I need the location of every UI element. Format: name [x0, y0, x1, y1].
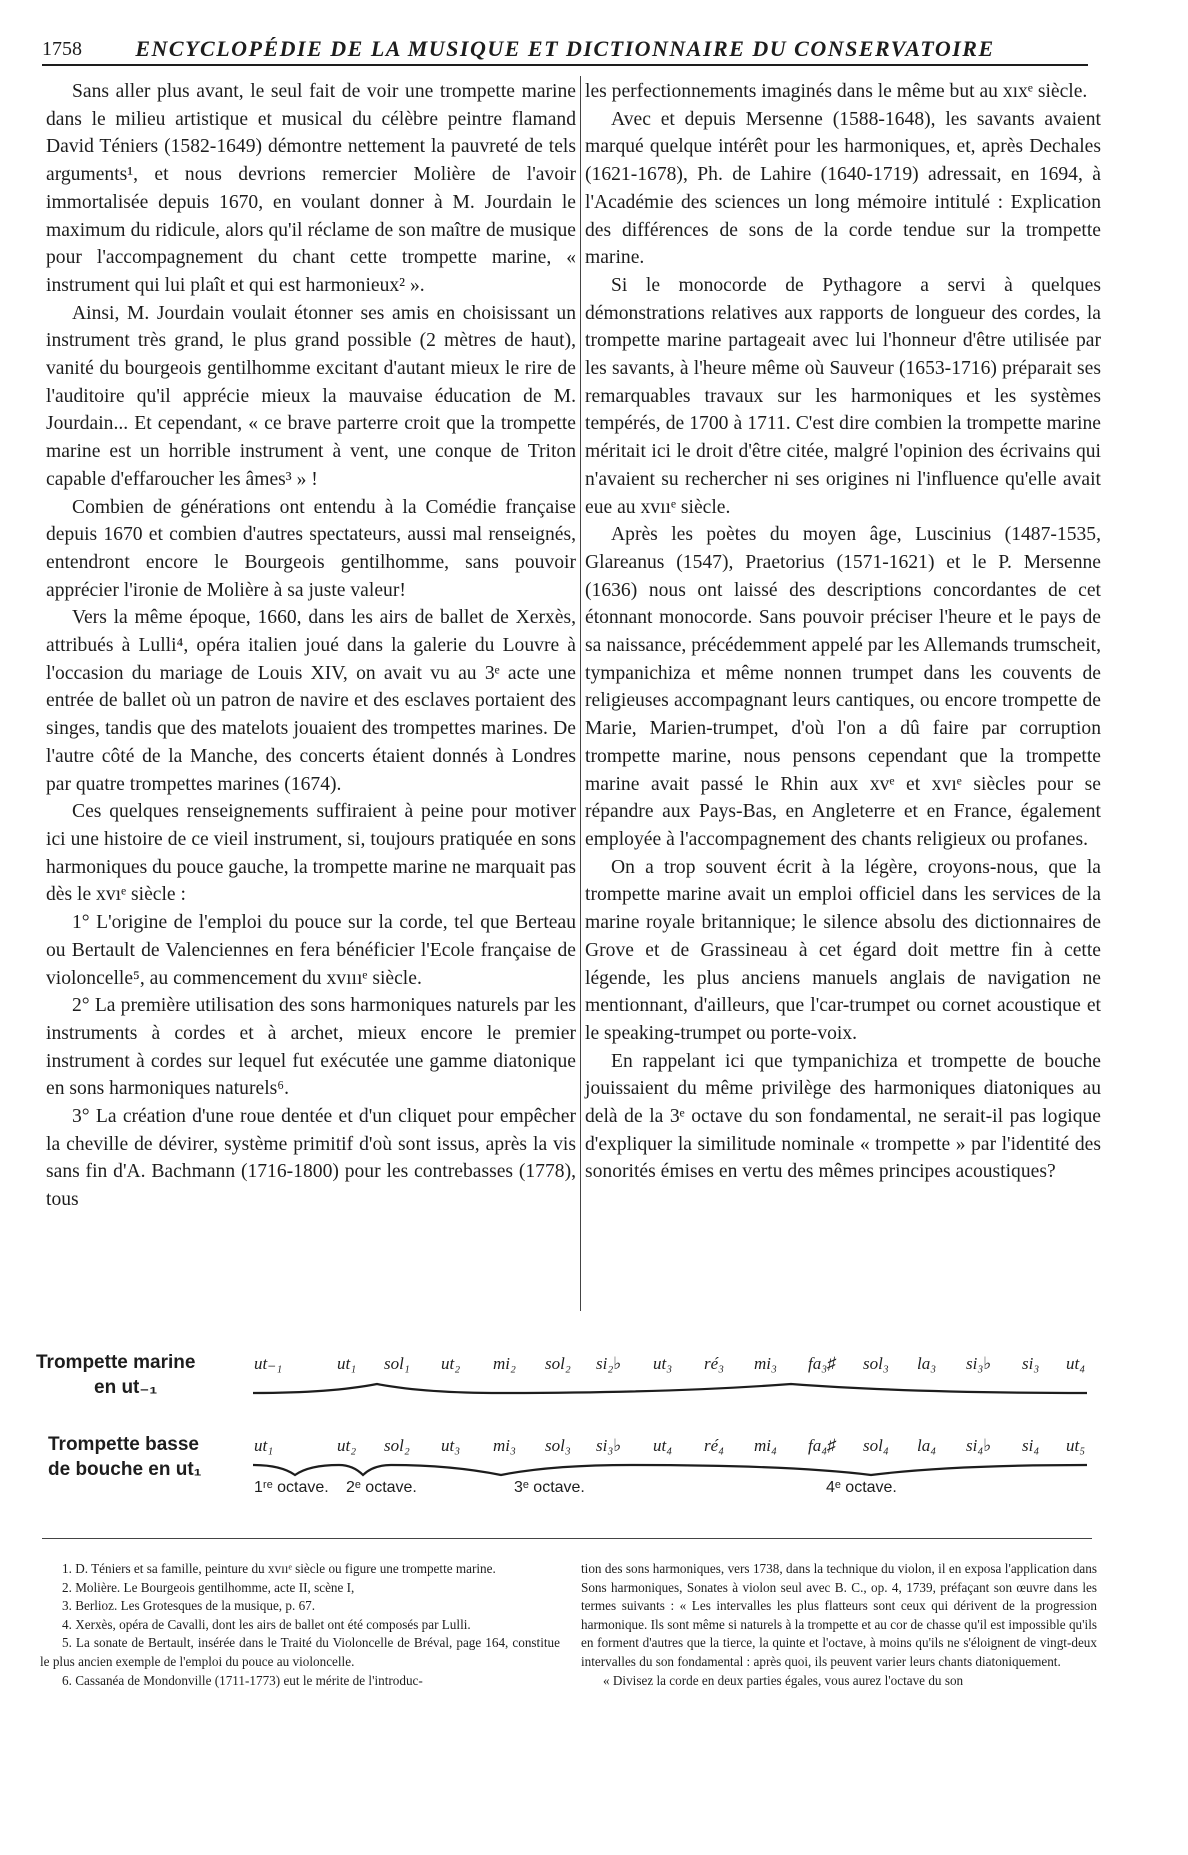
- note: ut₂: [441, 1354, 461, 1373]
- running-header: [42, 34, 1088, 66]
- paragraph: Après les poètes du moyen âge, Luscinius (1487-1535, Glareanus (1547), Praetorius (1571-1621) et le P. Mersenne (1636) nous ont laissé des descriptions concordantes de cet étonnant monocorde. Sans pouvoir préciser l'heure et le pays de sa naissance, précédemment appelé par les Allemands trumscheit, tympanichiza et même nonnen trumpet dans les couvents de religieuses accompagnant leurs cantiques, ou encore trompette de Marie, Marien-trumpet, d'où l'on a dû faire par corruption trompette marine, nous pensons cependant que la trompette marine avait passé le Rhin aux xvᵉ et xvıᵉ siècles pour se répandre aux Pays-Bas, en Angleterre et en France, également employée à l'accompagnement des chants religieux ou profanes.: [585, 524, 1101, 850]
- note: si₃♭: [966, 1354, 992, 1373]
- paragraph: Ces quelques renseignements suffiraient à peine pour motiver ici une histoire de ce vieil instrument, si, toujours pratiquée en sons harmoniques du pouce gauche, la trompette marine ne marquait pas dès le xvıᵉ siècle :: [46, 801, 576, 906]
- note: sol₂: [384, 1436, 410, 1455]
- paragraph: 2° La première utilisation des sons harmoniques naturels par les instruments à cordes et à archet, mieux encore le premier instrument à cordes sur lequel fut exécutée une gamme diatonique en sons harmoniques naturels⁶.: [46, 995, 576, 1100]
- octave-label: 3ᵉ octave.: [514, 1479, 585, 1496]
- footnote: « Divisez la corde en deux parties égales, vous aurez l'octave du son: [603, 1672, 964, 1688]
- note: ut₁: [337, 1354, 357, 1373]
- note: mi₂: [493, 1354, 516, 1373]
- row1-label-line2: en ut₋₁: [94, 1377, 158, 1398]
- note: ut₅: [1066, 1436, 1086, 1455]
- footnotes-left: [40, 1560, 560, 1690]
- row2-brace: [251, 1462, 1091, 1478]
- paragraph: 1° L'origine de l'emploi du pouce sur la corde, tel que Berteau ou Bertault de Valenciennes en fera bénéficier l'Ecole française de violoncelle⁵, au commencement du xvıııᵉ siècle.: [46, 912, 576, 989]
- paragraph: On a trop souvent écrit à la légère, croyons-nous, que la trompette marine avait un emploi officiel dans les services de la marine royale britannique; le silence absolu des dictionnaires de Grove et de Grassineau à cet égard doit mettre fin à cette légende, les plus anciens manuels anglais de navigation ne mentionnant, d'ailleurs, que l'car-trumpet ou cornet acoustique et le speaking-trumpet ou porte-voix.: [585, 856, 1101, 1044]
- note: ré₄: [704, 1436, 725, 1455]
- page-number: 1758: [42, 38, 82, 60]
- paragraph: Si le monocorde de Pythagore a servi à quelques démonstrations relatives aux rapports de longueur des cordes, la trompette marine partageait avec lui l'honneur d'être utilisée par les savants, à l'heure même où Sauveur (1653-1716) préparait ses remarquables travaux sur les harmoniques et les systèmes tempérés, de 1700 à 1711. C'est dire combien la trompette marine méritait ici le droit d'être citée, malgré l'opinion des écrivains qui n'avaient su rechercher ni ses origines ni l'influence qu'elle avait eue au xvııᵉ siècle.: [585, 274, 1101, 518]
- footnote: 3. Berlioz. Les Grotesques de la musique, p. 67.: [62, 1598, 316, 1614]
- row1-label-line1: Trompette marine: [36, 1352, 196, 1373]
- paragraph: 3° La création d'une roue dentée et d'un cliquet pour empêcher la cheville de dévirer, système primitif d'où sont issus, après la vis sans fin d'A. Bachmann (1716-1800) pour les contrebasses (1778), tous: [46, 1106, 576, 1211]
- note: sol₃: [545, 1436, 571, 1455]
- left-column: [46, 78, 576, 1214]
- note: ut₂: [337, 1436, 357, 1455]
- footnote: 5. La sonate de Bertault, insérée dans le Traité du Violoncelle de Bréval, page 164, constitue le plus ancien exemple de l'emploi du pouce au violoncelle.: [40, 1635, 560, 1669]
- note: mi₃: [493, 1436, 516, 1455]
- footnotes-right: [581, 1560, 1097, 1690]
- note: sol₂: [545, 1354, 571, 1373]
- note: la₃: [917, 1354, 937, 1373]
- octave-label: 1ʳᵉ octave.: [254, 1479, 329, 1496]
- note: ut₋₁: [254, 1354, 283, 1373]
- paragraph: Combien de générations ont entendu à la Comédie française depuis 1670 et combien d'autres spectateurs, aussi mal renseignés, entendront encore le Bourgeois gentilhomme, sans pouvoir apprécier l'ironie de Molière à sa juste valeur!: [46, 496, 576, 601]
- note: mi₃: [754, 1354, 777, 1373]
- paragraph: En rappelant ici que tympanichiza et trompette de bouche jouissaient du même privilège des harmoniques diatoniques au delà de la 3ᵉ octave du son fondamental, ne serait-il pas logique d'expliquer la similitude nominale « trompette » par l'identité des sonorités émises en vertu des mêmes principes acoustiques?: [585, 1050, 1101, 1183]
- right-column: [585, 78, 1101, 1186]
- note: sol₃: [863, 1354, 889, 1373]
- note: la₄: [917, 1436, 937, 1455]
- paragraph: Sans aller plus avant, le seul fait de voir une trompette marine dans le milieu artistique et musical du célèbre peintre flamand David Téniers (1582-1649) démontre nettement la pauvreté de tels arguments¹, et nous devrions remercier Molière de l'avoir immortalisée depuis 1670, en voulant donner à M. Jourdain le maximum du ridicule, alors qu'il réclame de son maître de musique pour l'accompagnement du chant cette trompette marine, « instrument qui lui plaît et qui est harmonieux² ».: [46, 81, 576, 296]
- footnote: 1. D. Téniers et sa famille, peinture du xvııᵉ siècle ou figure une trompette marine.: [62, 1561, 496, 1576]
- octave-label: 4ᵉ octave.: [826, 1479, 897, 1496]
- row1-brace: [251, 1380, 1091, 1396]
- row2-label: [48, 1432, 202, 1482]
- paragraph: les perfectionnements imaginés dans le même but au xıxᵉ siècle.: [585, 81, 1088, 102]
- note: sol₄: [863, 1436, 889, 1455]
- note: si₂♭: [596, 1354, 622, 1373]
- note: fa₃♯: [808, 1354, 836, 1373]
- footnote: 6. Cassanéa de Mondonville (1711-1773) eut le mérite de l'introduc-: [62, 1672, 423, 1688]
- note: ut₄: [1066, 1354, 1086, 1373]
- note: mi₄: [754, 1436, 777, 1455]
- footnote: 4. Xerxès, opéra de Cavalli, dont les airs de ballet ont été composés par Lulli.: [62, 1616, 471, 1632]
- running-title: ENCYCLOPÉDIE DE LA MUSIQUE ET DICTIONNAIRE DU CONSERVATOIRE: [135, 36, 995, 61]
- paragraph: Ainsi, M. Jourdain voulait étonner ses amis en choisissant un instrument très grand, le plus grand possible (2 mètres de haut), vanité du bourgeois gentilhomme excitant d'autant mieux le rire de l'auditoire qu'il apprécie mieux la mauvaise éducation de M. Jourdain... Et cependant, « ce brave parterre croit que la trompette marine est un horrible instrument à vent, une conque de Triton capable d'effaroucher les âmes³ » !: [46, 302, 576, 490]
- note: ut₄: [653, 1436, 673, 1455]
- note: sol₁: [384, 1354, 410, 1373]
- note: si₃♭: [596, 1436, 622, 1455]
- paragraph: Vers la même époque, 1660, dans les airs de ballet de Xerxès, attribués à Lulli⁴, opéra italien joué dans la galerie du Louvre à l'occasion du mariage de Louis XIV, on avait vu au 3ᵉ acte une entrée de ballet où un patron de navire et des esclaves portaient des singes, tandis que des matelots jouaient des trompettes marines. De l'autre côté de la Manche, des concerts étaient donnés à Londres par quatre trompettes marines (1674).: [46, 607, 576, 795]
- note: si₃: [1022, 1354, 1040, 1373]
- paragraph: Avec et depuis Mersenne (1588-1648), les savants avaient marqué quelque intérêt pour les harmoniques, et, après Dechales (1621-1678), Ph. de Lahire (1640-1719) adressait, en 1694, à l'Académie des sciences un long mémoire intitulé : Explication des différences de sons de la corde tendue sur la trompette marine.: [585, 108, 1101, 269]
- column-divider: [580, 76, 581, 1311]
- note: fa₄♯: [808, 1436, 836, 1455]
- note: ré₃: [704, 1354, 725, 1373]
- footnote-rule: [42, 1538, 1092, 1539]
- note: ut₃: [653, 1354, 673, 1373]
- octave-label: 2ᵉ octave.: [346, 1479, 417, 1496]
- note: ut₁: [254, 1436, 274, 1455]
- row1-label: [36, 1350, 195, 1400]
- note: si₄♭: [966, 1436, 992, 1455]
- row2-label-line2: de bouche en ut₁: [48, 1459, 202, 1480]
- footnote: 2. Molière. Le Bourgeois gentilhomme, acte II, scène I,: [62, 1579, 355, 1595]
- note: ut₃: [441, 1436, 461, 1455]
- footnote: tion des sons harmoniques, vers 1738, dans la technique du violon, il en exposa l'application dans Sons harmoniques, Sonates à violon seul avec B. C., op. 4, 1739, préfaçant son œuvre dans les termes suivants : « Les intervalles les plus flatteurs sont ceux qui dérivent de la progression harmonique. Ils sont même si naturels à la trompette et au cor de chasse qu'il est impossible qu'ils en forment d'autres que la tierce, la quinte et l'octave, à moins qu'ils ne s'éloignent de vingt-deux intervalles du son fondamental : après quoi, ils peuvent varier leurs chants diatoniquement.: [581, 1561, 1097, 1669]
- note: si₄: [1022, 1436, 1040, 1455]
- harmonic-series-table: [36, 1342, 1096, 1502]
- row2-label-line1: Trompette basse: [48, 1434, 199, 1455]
